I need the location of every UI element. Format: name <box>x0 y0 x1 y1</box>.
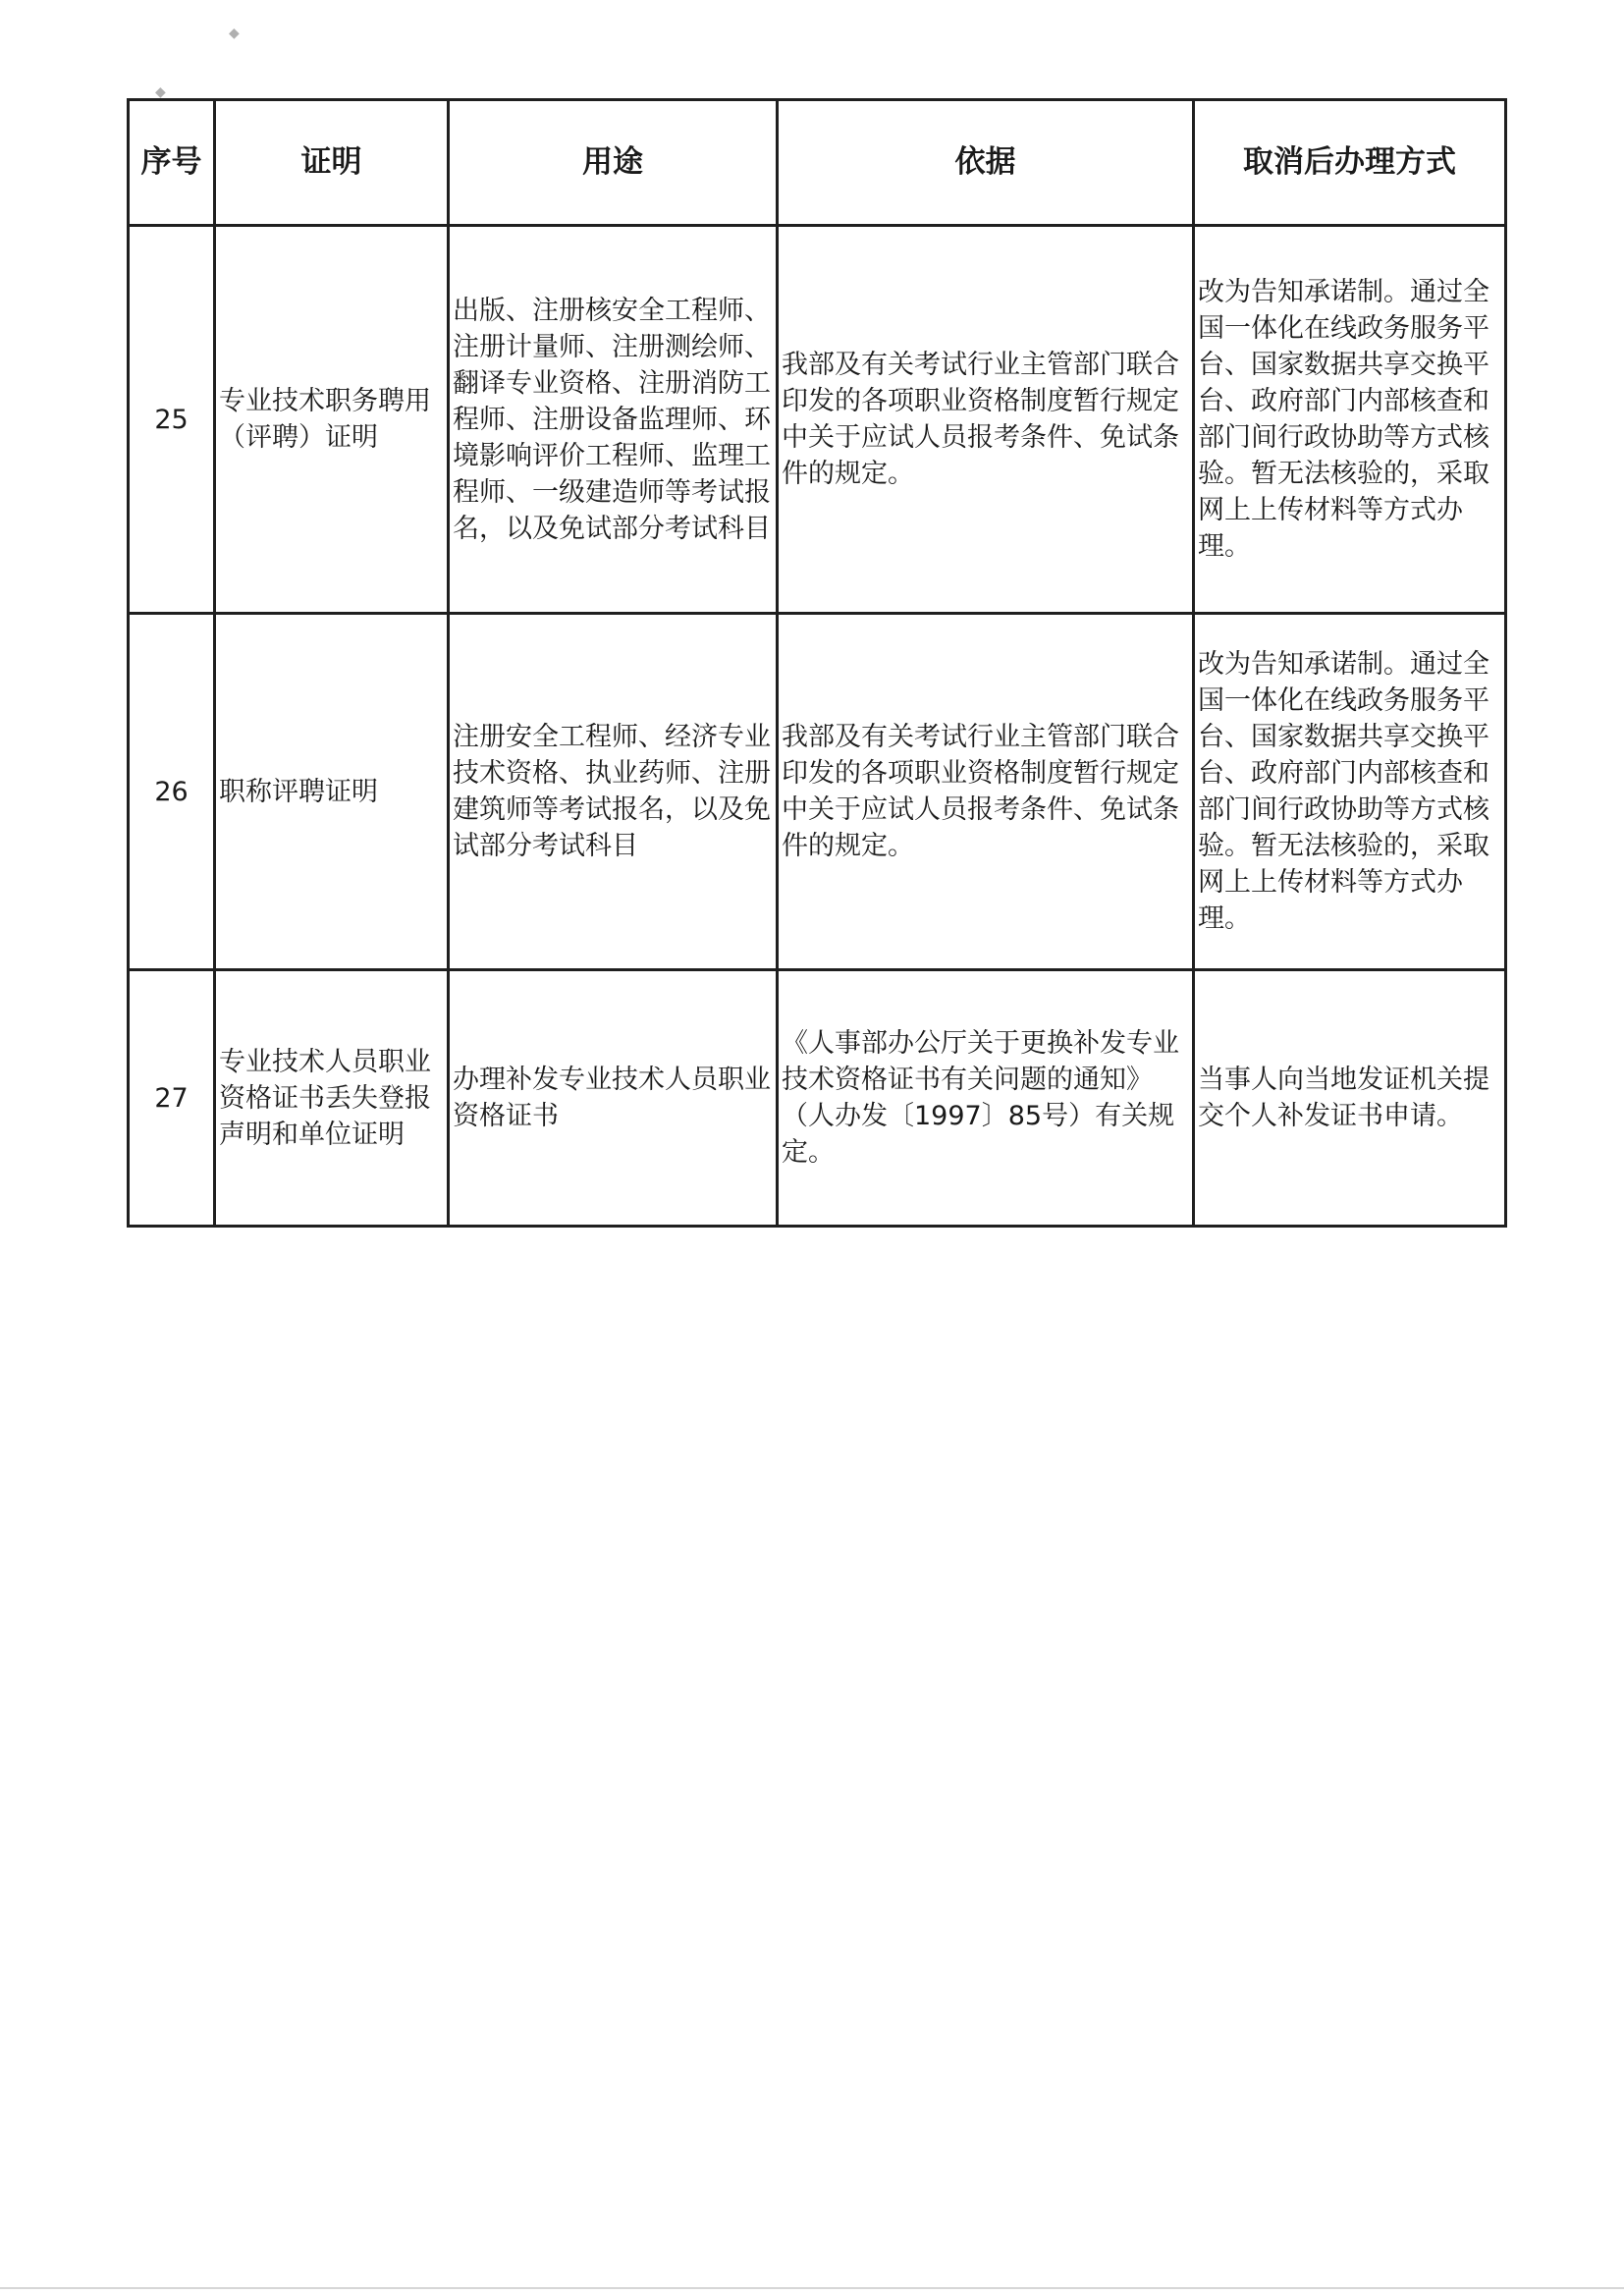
purpose-text: 注册安全工程师、经济专业技术资格、执业药师、注册建筑师等考试报名，以及免试部分考试科目 <box>449 614 778 970</box>
header-purpose: 用途 <box>449 100 778 226</box>
table-row <box>129 614 1506 970</box>
purpose-text: 办理补发专业技术人员职业资格证书 <box>449 970 778 1227</box>
scan-edge-line <box>0 2287 1624 2289</box>
scan-speck: ◆ <box>155 84 166 100</box>
certificate-name: 专业技术职务聘用（评聘）证明 <box>215 226 449 614</box>
table-header-row <box>129 100 1506 226</box>
certificate-name: 职称评聘证明 <box>215 614 449 970</box>
basis-text: 我部及有关考试行业主管部门联合印发的各项职业资格制度暂行规定中关于应试人员报考条件、免试条件的规定。 <box>778 226 1194 614</box>
certificate-name: 专业技术人员职业资格证书丢失登报声明和单位证明 <box>215 970 449 1227</box>
method-text: 改为告知承诺制。通过全国一体化在线政务服务平台、国家数据共享交换平台、政府部门内部核查和部门间行政协助等方式核验。暂无法核验的，采取网上上传材料等方式办理。 <box>1194 226 1506 614</box>
header-basis: 依据 <box>778 100 1194 226</box>
row-number: 27 <box>129 970 215 1227</box>
basis-text: 《人事部办公厅关于更换补发专业技术资格证书有关问题的通知》（人办发〔1997〕85号）有关规定。 <box>778 970 1194 1227</box>
basis-text: 我部及有关考试行业主管部门联合印发的各项职业资格制度暂行规定中关于应试人员报考条件、免试条件的规定。 <box>778 614 1194 970</box>
header-certificate: 证明 <box>215 100 449 226</box>
table-row <box>129 226 1506 614</box>
header-method: 取消后办理方式 <box>1194 100 1506 226</box>
certificate-table <box>127 98 1507 1228</box>
method-text: 当事人向当地发证机关提交个人补发证书申请。 <box>1194 970 1506 1227</box>
purpose-text: 出版、注册核安全工程师、注册计量师、注册测绘师、翻译专业资格、注册消防工程师、注册设备监理师、环境影响评价工程师、监理工程师、一级建造师等考试报名，以及免试部分考试科目 <box>449 226 778 614</box>
header-no: 序号 <box>129 100 215 226</box>
table-row <box>129 970 1506 1227</box>
method-text: 改为告知承诺制。通过全国一体化在线政务服务平台、国家数据共享交换平台、政府部门内部核查和部门间行政协助等方式核验。暂无法核验的，采取网上上传材料等方式办理。 <box>1194 614 1506 970</box>
row-number: 25 <box>129 226 215 614</box>
scan-speck: ◆ <box>229 26 240 41</box>
row-number: 26 <box>129 614 215 970</box>
